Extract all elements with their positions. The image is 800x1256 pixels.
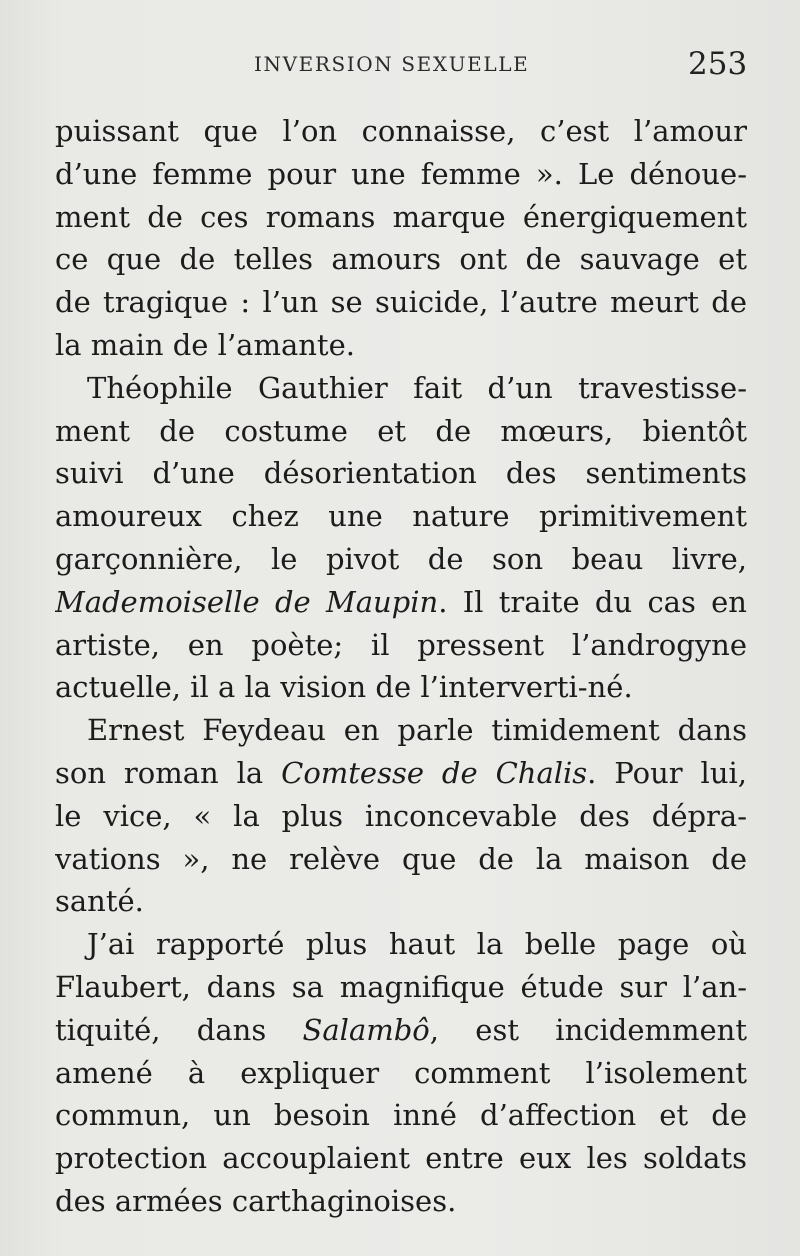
text-line: amoureux chez une nature primitivement	[55, 499, 747, 534]
text-line: ce que de telles amours ont de sauvage et	[55, 242, 747, 277]
text-line	[55, 1009, 747, 1052]
body-text	[55, 110, 747, 1223]
text-line: amené à expliquer comment l’isolement	[55, 1055, 747, 1090]
page-number: 253	[688, 46, 748, 82]
text-line: le vice, « la plus inconcevable des dépra-	[55, 798, 747, 833]
text-line	[55, 752, 747, 795]
page-header	[0, 46, 800, 86]
text-segment: son roman la	[55, 755, 282, 790]
text-line: J’ai rapporté plus haut la belle page où	[87, 927, 747, 962]
text-line: artiste, en poète; il pressent l’androgyne	[55, 627, 747, 662]
italic-title: Comtesse de Chalis	[281, 755, 588, 790]
text-line: Ernest Feydeau en parle timidement dans	[87, 713, 747, 748]
text-line: garçonnière, le pivot de son beau livre,	[55, 541, 747, 576]
text-segment: . Il traite du cas en	[438, 584, 747, 619]
text-line: suivi d’une désorientation des sentiments	[55, 456, 747, 491]
text-segment: tiquité, dans	[55, 1012, 303, 1047]
text-line: ment de costume et de mœurs, bientôt	[55, 413, 747, 448]
text-line: actuelle, il a la vision de l’interverti-né.	[55, 670, 633, 705]
text-segment: . Pour lui,	[587, 755, 747, 790]
text-line: la main de l’amante.	[55, 327, 355, 362]
text-line: santé.	[55, 884, 144, 919]
italic-title: Salambô	[302, 1012, 430, 1047]
text-line: commun, un besoin inné d’affection et de	[55, 1098, 747, 1133]
text-line: protection accouplaient entre eux les soldats	[55, 1141, 747, 1176]
text-line: puissant que l’on connaisse, c’est l’amour	[55, 114, 747, 148]
text-line: Théophile Gauthier fait d’un travestisse-	[87, 370, 747, 405]
text-line: des armées carthaginoises.	[55, 1183, 457, 1218]
text-line	[55, 581, 747, 624]
text-line: Flaubert, dans sa magnifique étude sur l’an-	[55, 969, 747, 1004]
text-segment: , est incidemment	[429, 1012, 747, 1047]
running-title: INVERSION SEXUELLE	[254, 52, 530, 76]
text-line: vations », ne relève que de la maison de	[55, 841, 747, 876]
text-line: de tragique : l’un se suicide, l’autre meurt de	[55, 285, 747, 320]
text-line: ment de ces romans marque énergiquement	[55, 199, 747, 234]
text-line: d’une femme pour une femme ». Le dénoue-	[55, 156, 747, 191]
italic-title: Mademoiselle de Maupin	[55, 584, 439, 619]
